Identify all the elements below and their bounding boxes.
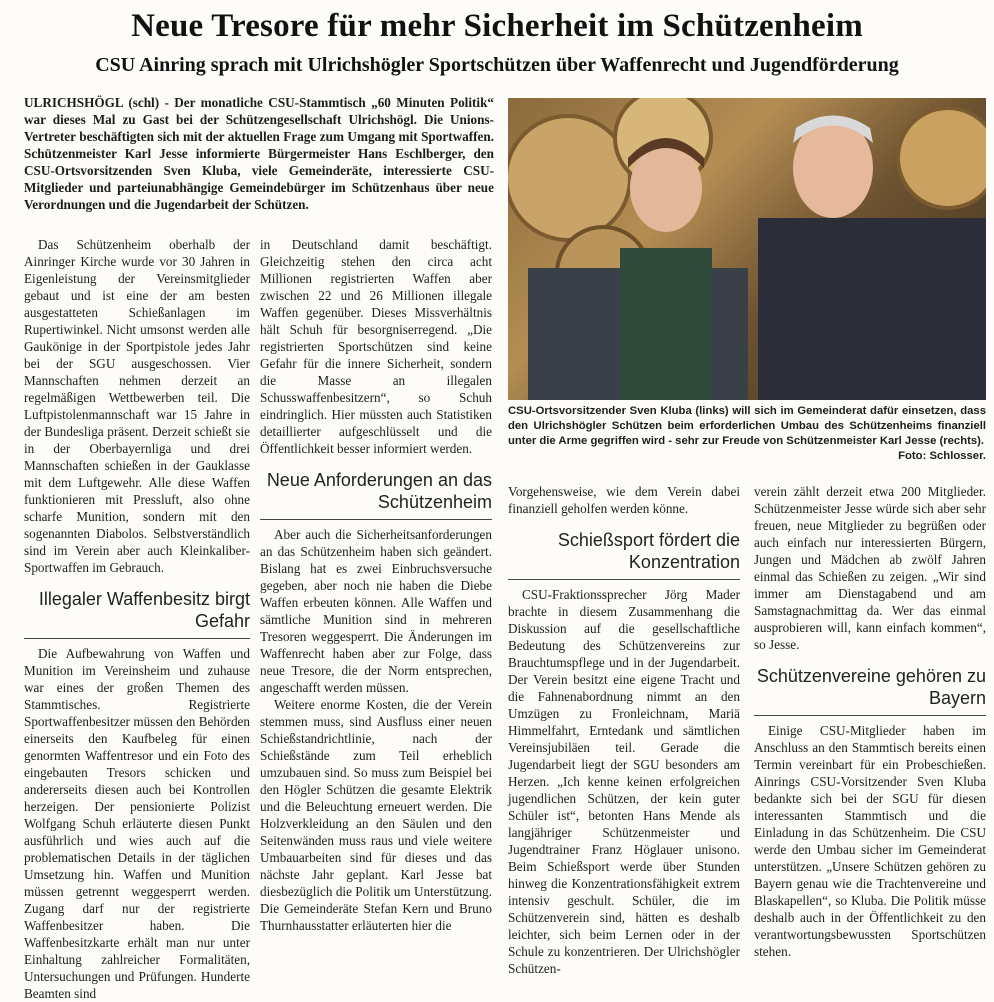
column-2 (260, 236, 492, 934)
column-1 (24, 236, 250, 1002)
column-3 (508, 483, 740, 977)
col2-paragraph-3: Weitere enorme Kosten, die der Verein stemmen muss, sind Ausfluss einer neuen Schießstandrichtlinie, nach der Schießstände zum Teil erheblich umzubauen sind. So muss zum Beispiel bei den Högler Schützen die gesamte Elektrik und die Beleuchtung erneuert werden. Die Holzverkleidung an den Säulen und den Seitenwänden muss raus und viele weitere Umbauarbeiten sind für dieses und das nächste Jahr geplant. Karl Jesse bat diesbezüglich die Politik um Unterstützung. Die Gemeinderäte Stefan Kern und Bruno Thurnhausstatter erläuterten hier die (260, 697, 492, 933)
col3-paragraph-2: CSU-Fraktionssprecher Jörg Mader brachte in diesem Zusammenhang die Diskussion auf die gesellschaftliche Bedeutung des Schützenvereins zur Brauchtumspflege und in der Jugendarbeit. Der Verein besitzt eine eigene Tracht und die Fahnenabordnung nimmt an den Umzügen zu Fronleichnam, Mariä Himmelfahrt, Erntedank und sämtlichen Vereinsjubiläen teil. Gerade die Jugendarbeit liegt der SGU besonders am Herzen. „Ich kenne keinen erfolgreichen jugendlichen Schützen, der kein guter Schüler ist“, betonten Hans Mende als langjähriger Schützenmeister und Jugendtrainer Franz Höglauer unisono. Beim Schießsport werde über Stunden hinweg die Konzentrationsfähigkeit extrem intensiv geschult. Schüler, die im Schützenverein sind, hätten es deshalb leichter, sich beim Lernen oder in der Schule zu konzentrieren. Der Ulrichshögler Schützen- (508, 587, 740, 976)
article-photo (508, 98, 986, 400)
column-4 (754, 483, 986, 960)
photo-caption (508, 404, 986, 464)
photo-credit: Foto: Schlosser. (898, 450, 986, 462)
col2-paragraph-2: Aber auch die Sicherheitsanforderungen an das Schützenheim haben sich geändert. Bislang hat es zwei Einbruchsversuche gegeben, aber noch nie haben die Diebe Waffen erbeuten können. Alle Waffen und sämtliche Munition sind in mehreren Tresoren weggesperrt. Die Änderungen im Waffenrecht haben aber zur Folge, dass neue Tresore, die der Norm entsprechen, angeschafft werden müssen. (260, 527, 492, 695)
col4-paragraph-1: verein zählt derzeit etwa 200 Mitglieder. Schützenmeister Jesse würde sich aber sehr freuen, neue Mitglieder zu begrüßen oder auch einfach nur interessierten Bürgern, Jungen und Mädchen ab zwölf Jahren einmal das Schießen zu zeigen. „Wir sind immer am Dienstagabend und am Samstagnachmittag da. Wer das einmal ausprobieren will, kann einfach kommen“, so Jesse. (754, 484, 986, 652)
subheadline: CSU Ainring sprach mit Ulrichshögler Sportschützen über Waffenrecht und Jugendförderung (95, 54, 899, 76)
divider (24, 638, 250, 639)
photo-illustration (508, 98, 986, 400)
divider (754, 715, 986, 716)
col4-paragraph-2: Einige CSU-Mitglieder haben im Anschluss an den Stammtisch bereits einen Termin vereinbart für ein Probeschießen. Ainrings CSU-Vorsitzender Sven Kluba bedankte sich bei der SGU für diesen interessanten Stammtisch und die Einladung in das Schützenheim. Die CSU werde den Umbau sicher im Gemeinderat unterstützen. „Unsere Schützen gehören zu Bayern genau wie die Trachtenvereine und Blaskapellen“, so Kluba. Die Politik müsse deshalb auch in der Öffentlichkeit zu den verantwortungsbewussten Sportschützen stehen. (754, 723, 986, 959)
col4-subheading: Schützenvereine gehören zu Bayern (756, 666, 986, 708)
col1-paragraph-1: Das Schützenheim oberhalb der Ainringer Kirche wurde vor 30 Jahren in Eigenleistung der Vereinsmitglieder gebaut und ist eine der am besten ausgestatteten Schießanlagen im Rupertiwinkel. Nicht umsonst werden alle Gaukönige in der Sportpistole jedes Jahr bei der SGU ausgeschossen. Vier Mannschaften nehmen derzeit an regelmäßigen Wettbewerben teil. Die Luftpistolenmannschaft war 15 Jahre in der Bundesliga präsent. Derzeit schießt sie in der Oberbayernliga und drei Mannschaften schießen in der Gauklasse mit dem Luftgewehr. Alle diese Waffen funktionieren mit Pressluft, also ohne scharfe Munition, sondern mit den sogenannten Diabolos. Selbstverständlich sind im Verein aber auch Kleinkaliber-Sportwaffen im Gebrauch. (24, 237, 250, 575)
col1-subheading: Illegaler Waffenbesitz birgt Gefahr (38, 589, 250, 631)
headline: Neue Tresore für mehr Sicherheit im Schützenheim (131, 8, 863, 44)
col3-subheading: Schießsport fördert die Konzentration (557, 530, 740, 572)
divider (508, 579, 740, 580)
col1-paragraph-2: Die Aufbewahrung von Waffen und Munition im Vereinsheim und zuhause war eines der großen Themen des Stammtisches. Registrierte Sportwaffenbesitzer müssen den Behörden einerseits den Kaufbeleg für einen genormten Waffentresor und ein Foto des eingebauten Tresors schicken und andererseits diesen auch bei Kontrollen herzeigen. Der pensionierte Polizist Wolfgang Schuh erläuterte diesen Punkt ausführlich und wies auch auf die problematischen Details in der täglichen Umsetzung hin. Waffen und Munition müssen getrennt weggesperrt werden. Zugang darf nur der registrierte Waffenbesitzer haben. Die Waffenbesitzkarte erhält man nur unter Einhaltung zahlreicher Formalitäten, Untersuchungen und Prüfungen. Hunderte Beamten sind (24, 646, 250, 1001)
lead-paragraph: ULRICHSHÖGL (schl) - Der monatliche CSU-Stammtisch „60 Minuten Politik“ war dieses Mal zu Gast bei der Schützengesellschaft Ulrichshögl. Die Unions-Vertreter beschäftigten sich mit der aktuellen Frage zum Umgang mit Sportwaffen. Schützenmeister Karl Jesse informierte Bürgermeister Hans Eschlberger, den CSU-Ortsvorsitzenden Sven Kluba, viele Gemeinderäte, interessierte CSU-Mitglieder und parteiunabhängige Gemeindebürger im Schützenhaus über neue Verordnungen und die Jugendarbeit der Schützen. (24, 95, 494, 212)
divider (260, 519, 492, 520)
col2-paragraph-1: in Deutschland damit beschäftigt. Gleichzeitig stehen den circa acht Millionen registrierten Waffen aber zwischen 22 und 26 Millionen illegale Waffen gegenüber. Dieses Missverhältnis hält Schuh für besorgniserregend. „Die registrierten Sportschützen sind keine Gefahr für die innere Sicherheit, sondern die Masse an illegalen Schusswaffenbesitzern“, so Schuh eindringlich. Hier müssten auch Statistiken detaillierter aufgeschlüsselt und die Öffentlichkeit besser informiert werden. (260, 237, 492, 456)
col2-subheading: Neue Anforderungen an das Schützenheim (266, 470, 492, 512)
caption-text: CSU-Ortsvorsitzender Sven Kluba (links) will sich im Gemeinderat dafür einsetzen, dass den Ulrichshögler Schützen beim erforderlichen Umbau des Schützenheims finanziell unter die Arme gegriffen wird - sehr zur Freude von Schützenmeister Karl Jesse (rechts). (508, 405, 986, 447)
col3-paragraph-1: Vorgehensweise, wie dem Verein dabei finanziell geholfen werden könne. (508, 484, 740, 516)
